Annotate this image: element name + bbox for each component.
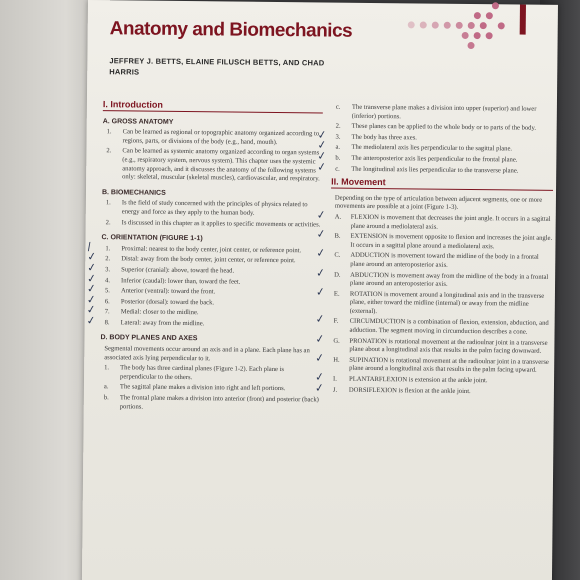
item-marker: b. — [103, 394, 109, 402]
item-marker: b. — [335, 154, 341, 162]
item-text: DORSIFLEXION is flexion at the ankle joint. — [348, 386, 471, 395]
item-text: ADDUCTION is movement toward the midline of the body in a frontal plane around an anteroposterior axis. — [350, 252, 539, 269]
item-marker: c. — [335, 103, 341, 111]
outline-item — [102, 200, 322, 219]
authors-line: JEFFREY J. BETTS, ELAINE FILUSCH BETTS, AND CHAD HARRIS — [109, 56, 325, 77]
outline-item — [315, 284, 552, 318]
outline-item — [315, 207, 553, 233]
item-text: ROTATION is movement around a longitudinal axis and in the transverse plane, either toward the midline (internal) or away from the midline (external). — [349, 290, 545, 315]
item-marker: 3. — [105, 266, 111, 274]
item-marker: J. — [332, 386, 338, 394]
item-marker: 3. — [335, 133, 341, 141]
item-marker: 2. — [105, 218, 111, 226]
item-text: The mediolateral axis lies perpendicular to the sagittal plane. — [351, 144, 513, 153]
handwritten-check-icon: ✓ — [316, 148, 328, 163]
item-marker: F. — [333, 318, 339, 326]
item-text: Lateral: away from the midline. — [120, 319, 205, 328]
item-text: Proximal: nearest to the body center, joint center, or reference point. — [121, 245, 302, 254]
handwritten-check-icon: ✓ — [86, 281, 97, 296]
left-column — [85, 96, 326, 416]
outline-item — [315, 265, 552, 291]
handwritten-check-icon: ✓ — [314, 369, 325, 385]
item-text: Distal: away from the body center, joint center, or reference point. — [121, 255, 296, 265]
handwritten-check-icon: ✓ — [86, 260, 98, 275]
item-marker: B. — [334, 232, 341, 240]
item-text: The anteroposterior axis lies perpendicular to the frontal plane. — [351, 154, 518, 164]
outline-item — [100, 364, 320, 383]
item-marker: 6. — [104, 297, 110, 305]
item-text: PRONATION is rotational movement at the radioulnar joint in a transverse plane about a longitudinal axis that results in the palm facing downward. — [349, 337, 548, 356]
item-text: Anterior (ventral): toward the front. — [120, 287, 216, 296]
outline-item — [85, 313, 321, 330]
item-marker: 7. — [104, 308, 110, 316]
item-text: Can be learned as regional or topographic anatomy organized according to regions, parts, or divisions of the body (e.g., hand, mouth). — [122, 128, 320, 146]
item-marker: 1. — [106, 128, 112, 136]
paragraph: Depending on the type of articulation between adjacent segments, one or more movements are possible at a joint (Figure 1-3). — [334, 194, 543, 212]
item-text: The body has three axes. — [351, 133, 417, 142]
item-text: The sagittal plane makes a division into right and left portions. — [119, 383, 286, 393]
outline-item — [314, 312, 552, 338]
handwritten-check-icon: ✓ — [316, 127, 328, 142]
item-marker: 8. — [104, 319, 110, 327]
item-marker: H. — [333, 356, 340, 364]
item-text: The transverse plane makes a division into upper (superior) and lower (inferior) portions. — [351, 103, 537, 120]
outline-item — [316, 138, 553, 155]
outline-item — [86, 271, 321, 288]
item-text: Is the field of study concerned with the principles of physics related to energy and force as they apply to the human body. — [121, 199, 308, 217]
item-marker: a. — [335, 143, 341, 152]
handwritten-check-icon: ✓ — [314, 331, 326, 346]
item-marker: 2. — [106, 147, 112, 155]
item-marker: a. — [103, 383, 109, 391]
outline-item — [85, 292, 321, 309]
item-marker: E. — [333, 290, 340, 298]
handwritten-check-icon: ✓ — [316, 159, 328, 174]
item-marker: 1. — [105, 244, 111, 252]
handwritten-check-icon: ✓ — [316, 138, 328, 153]
handwritten-check-icon: ✓ — [85, 313, 97, 328]
outline-item — [314, 369, 551, 387]
section-heading: I. Introduction — [103, 100, 323, 113]
item-marker: 1. — [105, 199, 111, 207]
outline-item — [100, 384, 320, 395]
item-text: Posterior (dorsal): toward the back. — [120, 298, 215, 307]
outline-item — [102, 219, 322, 230]
item-marker: 5. — [104, 287, 110, 295]
item-text: Superior (cranial): above, toward the head. — [121, 266, 235, 275]
outline-item — [86, 239, 321, 256]
item-text: Can be learned as systemic anatomy organized according to organ systems (e.g., respiratory system, nervous system). This chapter uses the systemic anatomy approach, and it discusses the anatomy of the following systems only: skeletal, muscular (skeletal muscles), cardiovascular, and respiratory. — [122, 147, 320, 183]
right-column — [314, 103, 554, 400]
outline-item — [332, 123, 554, 134]
item-text: FLEXION is movement that decreases the joint angle. It occurs in a sagittal plane around a mediolateral axis. — [350, 213, 551, 231]
handwritten-check-icon: ✓ — [314, 350, 326, 365]
handwritten-check-icon: ✓ — [315, 284, 326, 299]
item-marker: 4. — [105, 276, 111, 284]
outline-item — [314, 331, 551, 357]
handwritten-check-icon: ✓ — [315, 246, 327, 261]
item-marker: I. — [333, 375, 337, 383]
paragraph: Segmental movements occur around an axis and in a plane. Each plane has an associated axis lying perpendicular to it. — [104, 345, 310, 362]
outline-item — [102, 148, 322, 185]
item-marker: D. — [334, 271, 341, 279]
handwritten-check-icon: ✓ — [86, 249, 98, 264]
subsection-heading: C. ORIENTATION (FIGURE 1-1) — [101, 234, 203, 243]
item-text: Inferior (caudal): lower than, toward the feet. — [121, 276, 241, 286]
handwritten-check-icon: ✓ — [315, 227, 327, 242]
handwritten-check-icon: ✓ — [86, 271, 97, 286]
item-marker: G. — [333, 337, 340, 345]
item-text: CIRCUMDUCTION is a combination of flexion, extension, abduction, and adduction. The segment moving in circumduction describes a cone. — [349, 318, 549, 336]
handwritten-check-icon: ✓ — [314, 380, 325, 395]
item-marker: C. — [334, 251, 341, 259]
handwritten-check-icon: ✓ — [314, 312, 326, 327]
item-marker: 2. — [335, 122, 341, 130]
item-text: EXTENSION is movement opposite to flexion and increases the joint angle. It occurs in a sagittal plane around a mediolateral axis. — [350, 232, 553, 250]
outline-item — [315, 246, 552, 272]
outline-item — [100, 394, 320, 413]
item-text: ABDUCTION is movement away from the midline of the body in a frontal plane around an anteroposterior axis. — [350, 271, 549, 288]
outline-item — [315, 227, 553, 253]
decorative-dots — [407, 3, 568, 55]
item-text: These planes can be applied to the whole body or to parts of the body. — [351, 122, 537, 132]
item-text: Is discussed in this chapter as it applies to specific movements or activities. — [121, 218, 321, 228]
subsection-heading: A. GROSS ANATOMY — [102, 117, 174, 126]
handwritten-check-icon: ✓ — [315, 207, 327, 222]
handwritten-check-icon: ✓ — [85, 292, 97, 307]
page-title: Anatomy and Biomechanics — [109, 18, 353, 42]
item-marker: 2. — [105, 255, 111, 263]
item-marker: 1. — [104, 364, 110, 372]
outline-item — [102, 128, 322, 147]
section-heading: II. Movement — [331, 178, 553, 191]
outline-item — [332, 104, 554, 124]
subsection-heading: B. BIOMECHANICS — [101, 188, 166, 197]
outline-item — [314, 350, 551, 376]
item-text: The body has three cardinal planes (Figure 1-2). Each plane is perpendicular to the others. — [120, 364, 285, 381]
textbook-page — [82, 0, 558, 580]
handwritten-check-icon: ✓ — [315, 265, 327, 280]
item-text: The frontal plane makes a division into anterior (front) and posterior (back) portions. — [119, 394, 319, 411]
item-text: The longitudinal axis lies perpendicular to the transverse plane. — [351, 165, 519, 175]
item-marker: c. — [335, 165, 340, 173]
subsection-heading: D. BODY PLANES AND AXES — [100, 334, 198, 343]
item-text: PLANTARFLEXION is extension at the ankle joint. — [349, 375, 488, 385]
item-marker: A. — [334, 213, 342, 221]
item-text: SUPINATION is rotational movement at the radioulnar joint in a transverse plane around a longitudinal axis that results in the palm facing upward. — [349, 356, 549, 375]
item-text: Medial: closer to the midline. — [120, 308, 199, 317]
handwritten-check-icon: ✓ — [85, 302, 97, 317]
handwritten-check-icon: / — [86, 239, 92, 253]
